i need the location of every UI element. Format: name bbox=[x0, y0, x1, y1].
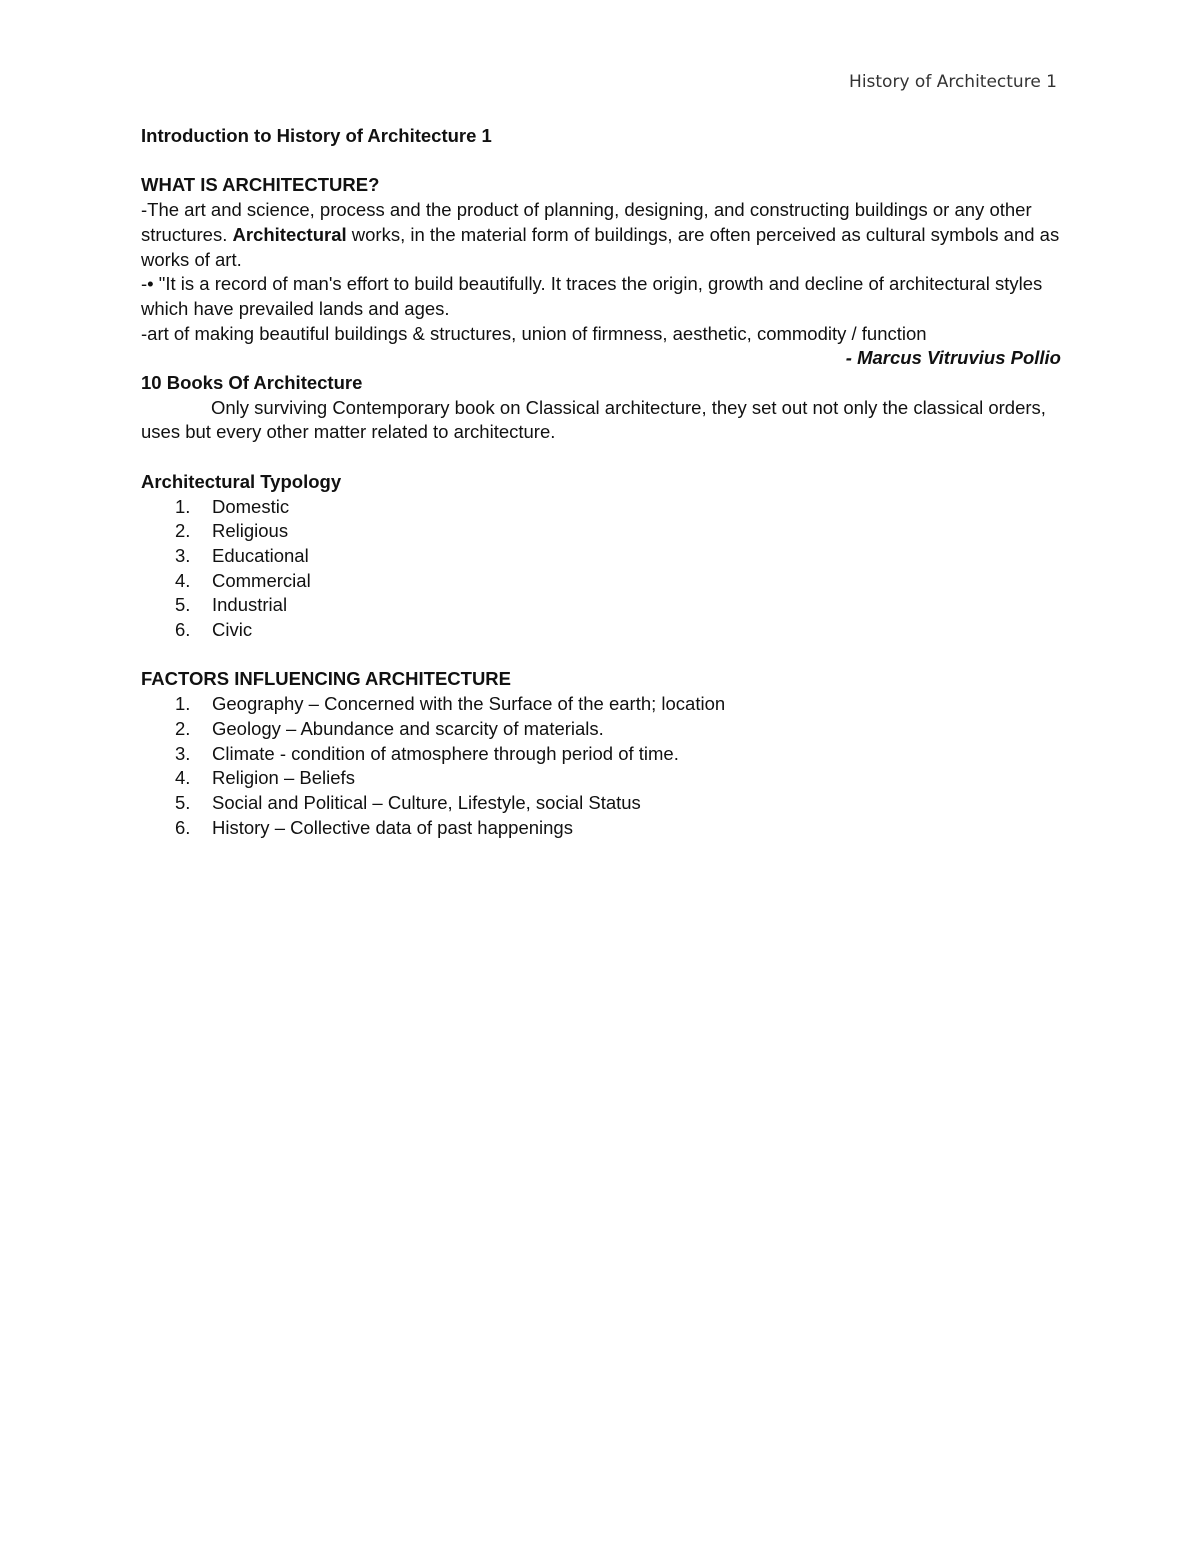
list-text: Religious bbox=[212, 520, 289, 542]
list-number: 3. bbox=[175, 742, 191, 764]
list-number: 2. bbox=[175, 520, 191, 542]
list-text: Climate - condition of atmosphere through period of time. bbox=[212, 742, 679, 764]
section-heading-typology: Architectural Typology bbox=[141, 470, 342, 492]
list-text: Industrial bbox=[212, 594, 288, 616]
art-paragraph: -art of making beautiful buildings & structures, union of firmness, aesthetic, commodity / function bbox=[141, 322, 927, 344]
record-paragraph: -• "It is a record of man's effort to build beautifully. It traces the origin, growth and decline of architectural styles which have prevailed lands and ages. bbox=[141, 273, 1043, 319]
list-item bbox=[141, 717, 1061, 742]
document-body bbox=[141, 124, 1061, 840]
factors-list bbox=[141, 692, 1061, 840]
list-text: Religion – Beliefs bbox=[212, 767, 355, 789]
list-item bbox=[141, 692, 1061, 717]
section-heading-what-is: WHAT IS ARCHITECTURE? bbox=[141, 174, 380, 196]
list-item bbox=[141, 791, 1061, 816]
typology-list bbox=[141, 495, 1061, 643]
list-number: 2. bbox=[175, 717, 191, 739]
list-number: 3. bbox=[175, 544, 191, 566]
list-number: 5. bbox=[175, 791, 191, 813]
definition-text-end: works, in the material form of buildings, are often perceived as cultural symbols and as works of art. bbox=[141, 223, 1060, 270]
section-heading-books: 10 Books Of Architecture bbox=[141, 372, 363, 394]
list-item bbox=[141, 519, 1061, 544]
list-number: 5. bbox=[175, 594, 191, 616]
list-item bbox=[141, 544, 1061, 569]
definition-text-start: -The art and science, process and the product of planning, designing, and constructing buildings or any other structures. bbox=[141, 199, 1032, 245]
section-heading-factors: FACTORS INFLUENCING ARCHITECTURE bbox=[141, 668, 511, 690]
list-text: Domestic bbox=[212, 495, 290, 517]
list-item bbox=[141, 569, 1061, 594]
list-item bbox=[141, 816, 1061, 841]
list-text: Geology – Abundance and scarcity of materials. bbox=[212, 717, 604, 739]
quote-attribution: - Marcus Vitruvius Pollio bbox=[845, 347, 1061, 369]
document-title: Introduction to History of Architecture 1 bbox=[141, 125, 492, 146]
list-text: Geography – Concerned with the Surface of the earth; location bbox=[212, 693, 726, 715]
list-item bbox=[141, 766, 1061, 791]
list-number: 6. bbox=[175, 816, 191, 838]
list-number: 1. bbox=[175, 693, 191, 715]
list-number: 4. bbox=[175, 767, 191, 789]
list-number: 4. bbox=[175, 569, 191, 591]
definition-paragraph bbox=[141, 198, 1061, 272]
list-item bbox=[141, 495, 1061, 520]
running-header: History of Architecture 1 bbox=[849, 72, 1057, 92]
list-item bbox=[141, 618, 1061, 643]
list-item bbox=[141, 593, 1061, 618]
list-text: Civic bbox=[212, 619, 253, 641]
list-number: 6. bbox=[175, 619, 191, 641]
books-paragraph: Only surviving Contemporary book on Classical architecture, they set out not only the classical orders, uses but every other matter related to architecture. bbox=[141, 396, 1046, 443]
definition-bold-term: Architectural bbox=[232, 223, 347, 245]
list-text: Social and Political – Culture, Lifestyle, social Status bbox=[212, 791, 641, 813]
list-text: History – Collective data of past happenings bbox=[212, 816, 573, 838]
list-number: 1. bbox=[175, 495, 191, 517]
list-item bbox=[141, 742, 1061, 767]
list-text: Commercial bbox=[212, 569, 311, 591]
list-text: Educational bbox=[212, 544, 309, 566]
